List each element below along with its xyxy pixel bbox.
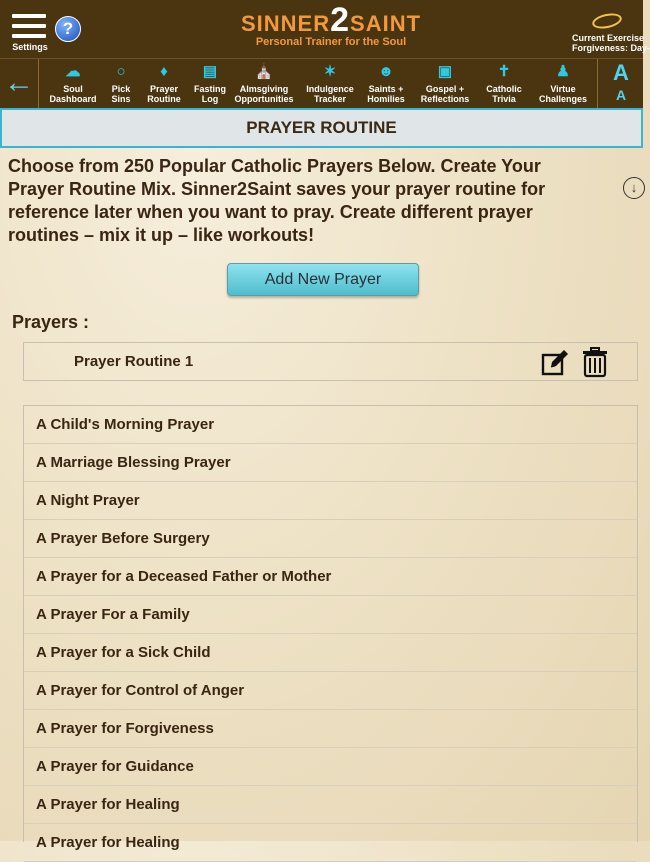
list-item[interactable]: A Prayer Before Surgery bbox=[24, 520, 637, 558]
trash-icon[interactable] bbox=[582, 347, 608, 377]
edit-icon[interactable] bbox=[541, 349, 569, 377]
current-exercise-value: Forgiveness: Day- bbox=[572, 43, 650, 53]
help-icon[interactable]: ? bbox=[55, 16, 81, 42]
nav-indulgence-tracker[interactable]: ✶ Indulgence Tracker bbox=[303, 62, 357, 104]
list-item[interactable]: A Child's Morning Prayer bbox=[24, 406, 637, 444]
church-icon: ⛪ bbox=[254, 63, 274, 80]
nav-gospel-reflections[interactable]: ▣ Gospel + Reflections bbox=[418, 62, 472, 104]
current-exercise-label: Current Exercise bbox=[572, 33, 645, 43]
prayers-heading: Prayers : bbox=[12, 312, 90, 332]
page-title: PRAYER ROUTINE bbox=[246, 118, 397, 137]
list-item[interactable]: A Prayer for a Deceased Father or Mother bbox=[24, 558, 637, 596]
nav-catholic-trivia[interactable]: ✝ Catholic Trivia bbox=[484, 62, 524, 104]
book-icon: ▣ bbox=[437, 63, 453, 80]
routine-row[interactable] bbox=[23, 342, 638, 381]
list-item[interactable]: A Prayer for Forgiveness bbox=[24, 710, 637, 748]
nav-bar bbox=[0, 58, 643, 109]
font-size-small-icon: A bbox=[615, 87, 627, 103]
cross-icon: ✝ bbox=[497, 63, 511, 80]
saint-icon: ☻ bbox=[378, 63, 394, 80]
nav-virtue-challenges[interactable]: ♟ Virtue Challenges bbox=[536, 62, 590, 104]
list-item[interactable]: A Prayer for Control of Anger bbox=[24, 672, 637, 710]
logo-sinner: SINNER bbox=[240, 11, 331, 36]
intro-text: Choose from 250 Popular Catholic Prayers Below. Create Your Prayer Routine Mix. Sinner2Saint saves your prayer routine for reference later when you want to pray. Create different prayer routines – mix it up – like workouts! bbox=[8, 156, 546, 245]
halo-icon bbox=[591, 11, 623, 31]
soul-icon: ☁ bbox=[65, 63, 81, 80]
back-arrow-icon[interactable]: ← bbox=[0, 59, 39, 109]
font-size-button[interactable] bbox=[597, 59, 644, 109]
prayer-list bbox=[23, 405, 638, 851]
logo-tagline: Personal Trainer for the Soul bbox=[255, 36, 407, 48]
top-bar bbox=[0, 0, 650, 58]
nav-fasting-log[interactable]: ▤ Fasting Log bbox=[190, 62, 230, 104]
logo-two: 2 bbox=[330, 1, 351, 39]
current-exercise[interactable] bbox=[572, 33, 650, 53]
add-new-prayer-button[interactable]: Add New Prayer bbox=[227, 263, 419, 296]
nav-soul-dashboard[interactable]: ☁ Soul Dashboard bbox=[42, 62, 104, 104]
circle-icon: ○ bbox=[116, 63, 126, 80]
prayer-icon: ♦ bbox=[160, 63, 168, 80]
list-item[interactable]: A Prayer for Healing bbox=[24, 824, 637, 862]
scroll-down-icon[interactable]: ↓ bbox=[623, 177, 645, 199]
angel-icon: ✶ bbox=[323, 63, 337, 80]
list-item[interactable]: A Prayer for a Sick Child bbox=[24, 634, 637, 672]
menu-icon[interactable] bbox=[12, 14, 46, 38]
list-item[interactable]: A Prayer for Guidance bbox=[24, 748, 637, 786]
settings-label[interactable]: Settings bbox=[12, 42, 48, 52]
log-icon: ▤ bbox=[202, 63, 218, 80]
font-size-large-icon: A bbox=[613, 60, 629, 85]
page-title-bar bbox=[0, 108, 643, 148]
nav-prayer-routine[interactable]: ♦ Prayer Routine bbox=[142, 62, 186, 104]
list-item[interactable]: A Prayer For a Family bbox=[24, 596, 637, 634]
app-logo bbox=[236, 1, 426, 54]
list-item[interactable]: A Night Prayer bbox=[24, 482, 637, 520]
person-icon: ♟ bbox=[556, 63, 570, 80]
list-item[interactable]: A Prayer for Healing bbox=[24, 786, 637, 824]
routine-name[interactable]: Prayer Routine 1 bbox=[74, 353, 194, 370]
list-item[interactable]: A Marriage Blessing Prayer bbox=[24, 444, 637, 482]
nav-pick-sins[interactable]: ○ Pick Sins bbox=[104, 62, 138, 104]
logo-saint: SAINT bbox=[350, 11, 422, 36]
nav-almsgiving[interactable]: ⛪ Almsgiving Opportunities bbox=[234, 63, 294, 104]
nav-saints-homilies[interactable]: ☻ Saints + Homilies bbox=[364, 62, 408, 104]
